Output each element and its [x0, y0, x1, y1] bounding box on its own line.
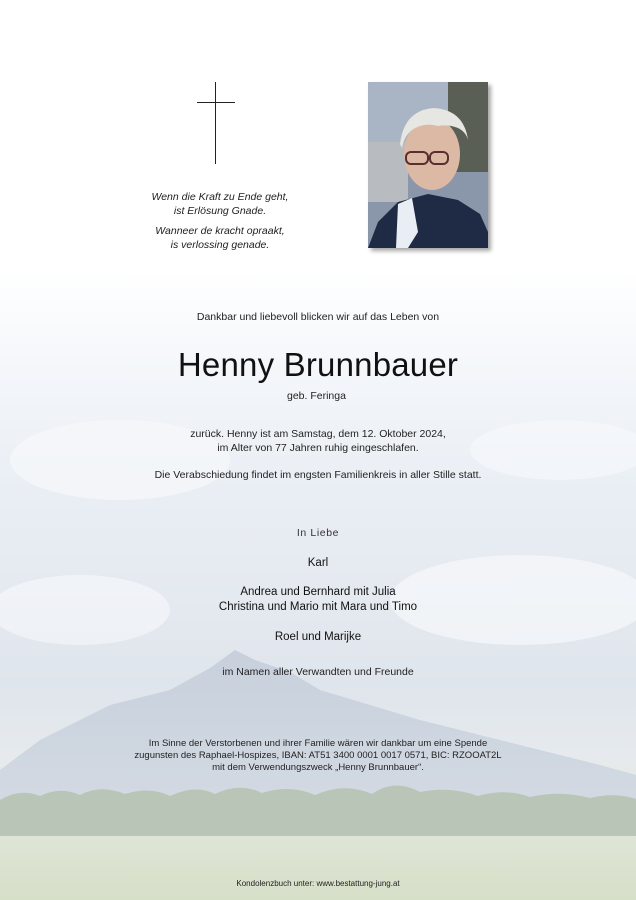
condolence-footer: Kondolenzbuch unter: www.bestattung-jung.at	[236, 879, 400, 888]
quote-dutch-line2: is verlossing genade.	[170, 239, 270, 251]
intro-text: Dankbar und liebevoll blicken wir auf das Leben von	[196, 311, 440, 323]
cross-icon	[197, 82, 235, 164]
family-child-line2: Christina und Mario mit Mara und Timo	[218, 601, 418, 613]
relatives-text: im Namen aller Verwandten und Freunde	[222, 666, 414, 678]
quote-dutch	[115, 224, 325, 252]
donation-text	[0, 738, 636, 774]
portrait-photo	[368, 82, 488, 248]
family-spouse: Karl	[307, 557, 329, 569]
quote-german-line1: Wenn die Kraft zu Ende geht,	[151, 191, 289, 203]
birth-name: geb. Feringa	[287, 390, 346, 402]
farewell-text: Die Verabschiedung findet im engsten Familienkreis in aller Stille statt.	[154, 469, 482, 481]
quote-dutch-line1: Wanneer de kracht opraakt,	[155, 225, 285, 237]
donation-line1: Im Sinne der Verstorbenen und ihrer Familie wären wir dankbar um eine Spende	[148, 738, 488, 749]
family-child-line3: Roel und Marijke	[274, 631, 362, 643]
family-children	[0, 585, 636, 615]
quote-german-line2: ist Erlösung Gnade.	[173, 205, 267, 217]
death-info-line2: im Alter von 77 Jahren ruhig eingeschlafen.	[217, 442, 419, 454]
family-child-line1: Andrea und Bernhard mit Julia	[240, 586, 396, 598]
donation-line2: zugunsten des Raphael-Hospizes, IBAN: AT51 3400 0001 0017 0571, BIC: RZOOAT2L	[134, 750, 502, 761]
in-liebe-label: In Liebe	[296, 527, 340, 539]
deceased-name: Henny Brunnbauer	[177, 346, 459, 383]
death-info-line1: zurück. Henny ist am Samstag, dem 12. Oktober 2024,	[190, 428, 446, 440]
death-info	[0, 427, 636, 455]
quote-german	[115, 190, 325, 218]
donation-line3: mit dem Verwendungszweck „Henny Brunnbauer“.	[212, 762, 424, 773]
